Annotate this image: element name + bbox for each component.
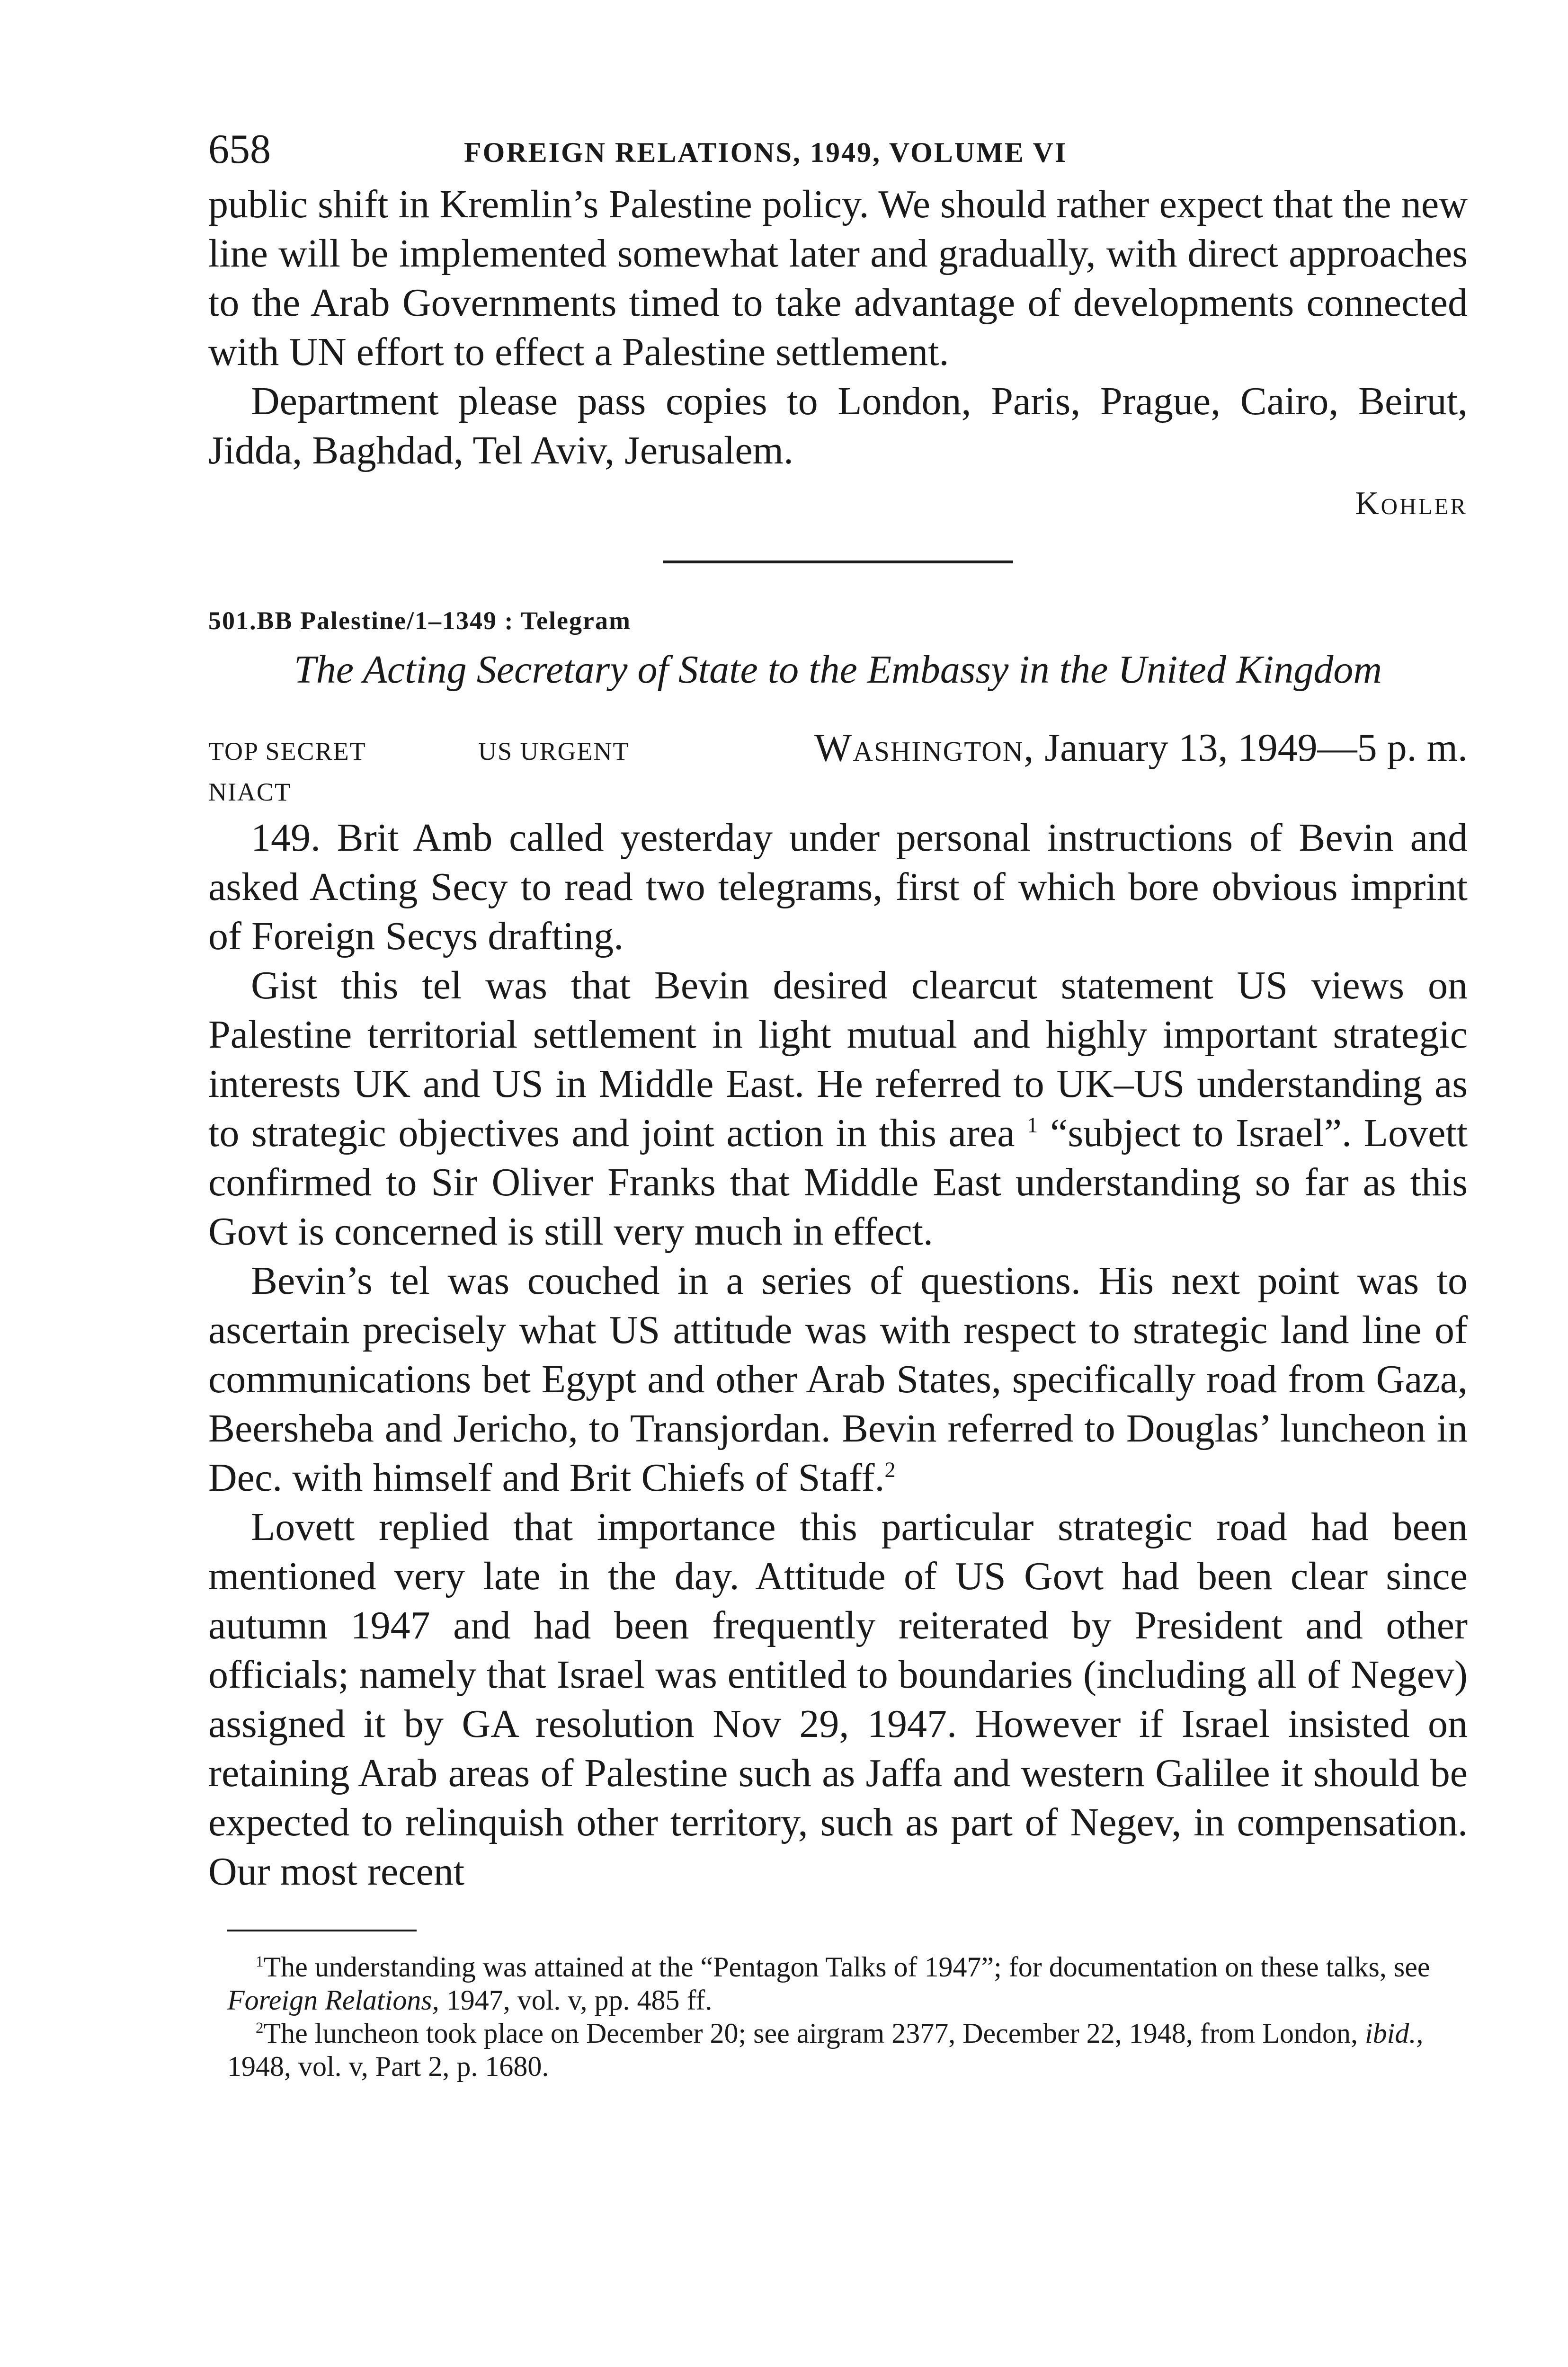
footnote-mark: 1 [256,1953,264,1970]
niact-label: NIACT [208,778,291,806]
footnote-1 [227,1950,1468,2017]
telegram-header [208,723,1468,771]
footnote-italic: Foreign Relations, [227,1984,439,2016]
signature: Kohler [1355,485,1468,522]
footnote-2 [227,2017,1468,2083]
date: January 13, 1949—5 p. m. [1044,726,1468,770]
footnote-divider [227,1930,417,1931]
footnote-ref[interactable]: 1 [1027,1113,1038,1137]
telegram-paragraph: 149. Brit Amb called yesterday under personal instructions of Bevin and asked Acting Secy to read two telegrams, first of which bore obvious imprint of Foreign Secys drafting. [208,816,1468,958]
running-head [208,123,1468,180]
footnote-mark: 2 [256,2020,264,2037]
footnote-ref[interactable]: 2 [884,1458,896,1482]
footnotes [208,1950,1468,2083]
document-title: The Acting Secretary of State to the Embassy in the United Kingdom [294,648,1382,692]
footnote-text: The understanding was attained at the “Pentagon Talks of 1947”; for documentation on these talks, see [263,1951,1430,1983]
telegram-body [208,813,1468,1896]
place: Washington, [814,726,1035,770]
paragraph-text: Bevin’s tel was couched in a series of questions. His next point was to ascertain precisely what US attitude was with respect to strategic land line of communications bet Egypt and other Arab States, specifically road from Gaza, Beersheba and Jericho, to Transjordan. Bevin referred to Douglas’ luncheon in Dec. with himself and Brit Chiefs of Staff. [208,1259,1468,1500]
paragraph-text: “subject to Israel”. Lovett confirmed to Sir Oliver Franks that Middle East understanding so far as this Govt is concerned is still very much in effect. [208,1111,1468,1254]
footnote-italic: ibid., [1365,2018,1424,2049]
section-divider [663,561,1013,563]
telegram-paragraph: Lovett replied that importance this particular strategic road had been mentioned very late in the day. Attitude of US Govt had been clear since autumn 1947 and had been frequently reiterated by President and other officials; namely that Israel was entitled to boundaries (including all of Negev) assigned it by GA resolution Nov 29, 1947. However if Israel insisted on retaining Arab areas of Palestine such as Jaffa and western Galilee it should be expected to relinquish other territory, such as part of Negev, in compensation. Our most recent [208,1505,1468,1894]
footnote-text: The luncheon took place on December 20; see airgram 2377, December 22, 1948, from London, [263,2018,1358,2049]
place-date [814,725,1468,771]
footnote-text: 1948, vol. v, Part 2, p. 1680. [227,2051,549,2082]
telegram-paragraph [208,961,1468,1256]
paragraph-text: Gist this tel was that Bevin desired clearcut statement US views on Palestine territorial settlement in light mutual and highly important strategic interests UK and US in Middle East. He referred to UK–US understanding as to strategic objectives and joint action in this area [208,963,1468,1155]
page-number: 658 [208,126,271,172]
classification-label: TOP SECRET [208,737,366,765]
telegram-paragraph [208,1256,1468,1503]
continuation-paragraph: public shift in Kremlin’s Palestine policy. We should rather expect that the new line will be implemented somewhat later and gradually, with direct approaches to the Arab Governments timed to take advantage of developments connected with UN effort to effect a Palestine settlement. [208,182,1468,374]
continuation-paragraph: Department please pass copies to London, Paris, Prague, Cairo, Beirut, Jidda, Baghdad, Tel Aviv, Jerusalem. [208,379,1468,472]
running-title: FOREIGN RELATIONS, 1949, VOLUME VI [464,137,1068,168]
urgency-label: US URGENT [478,737,630,765]
file-reference: 501.BB Palestine/1–1349 : Telegram [208,606,631,635]
page [208,123,1468,2083]
continuation-text [208,180,1468,475]
footnote-text: 1947, vol. v, pp. 485 ff. [446,1984,713,2016]
